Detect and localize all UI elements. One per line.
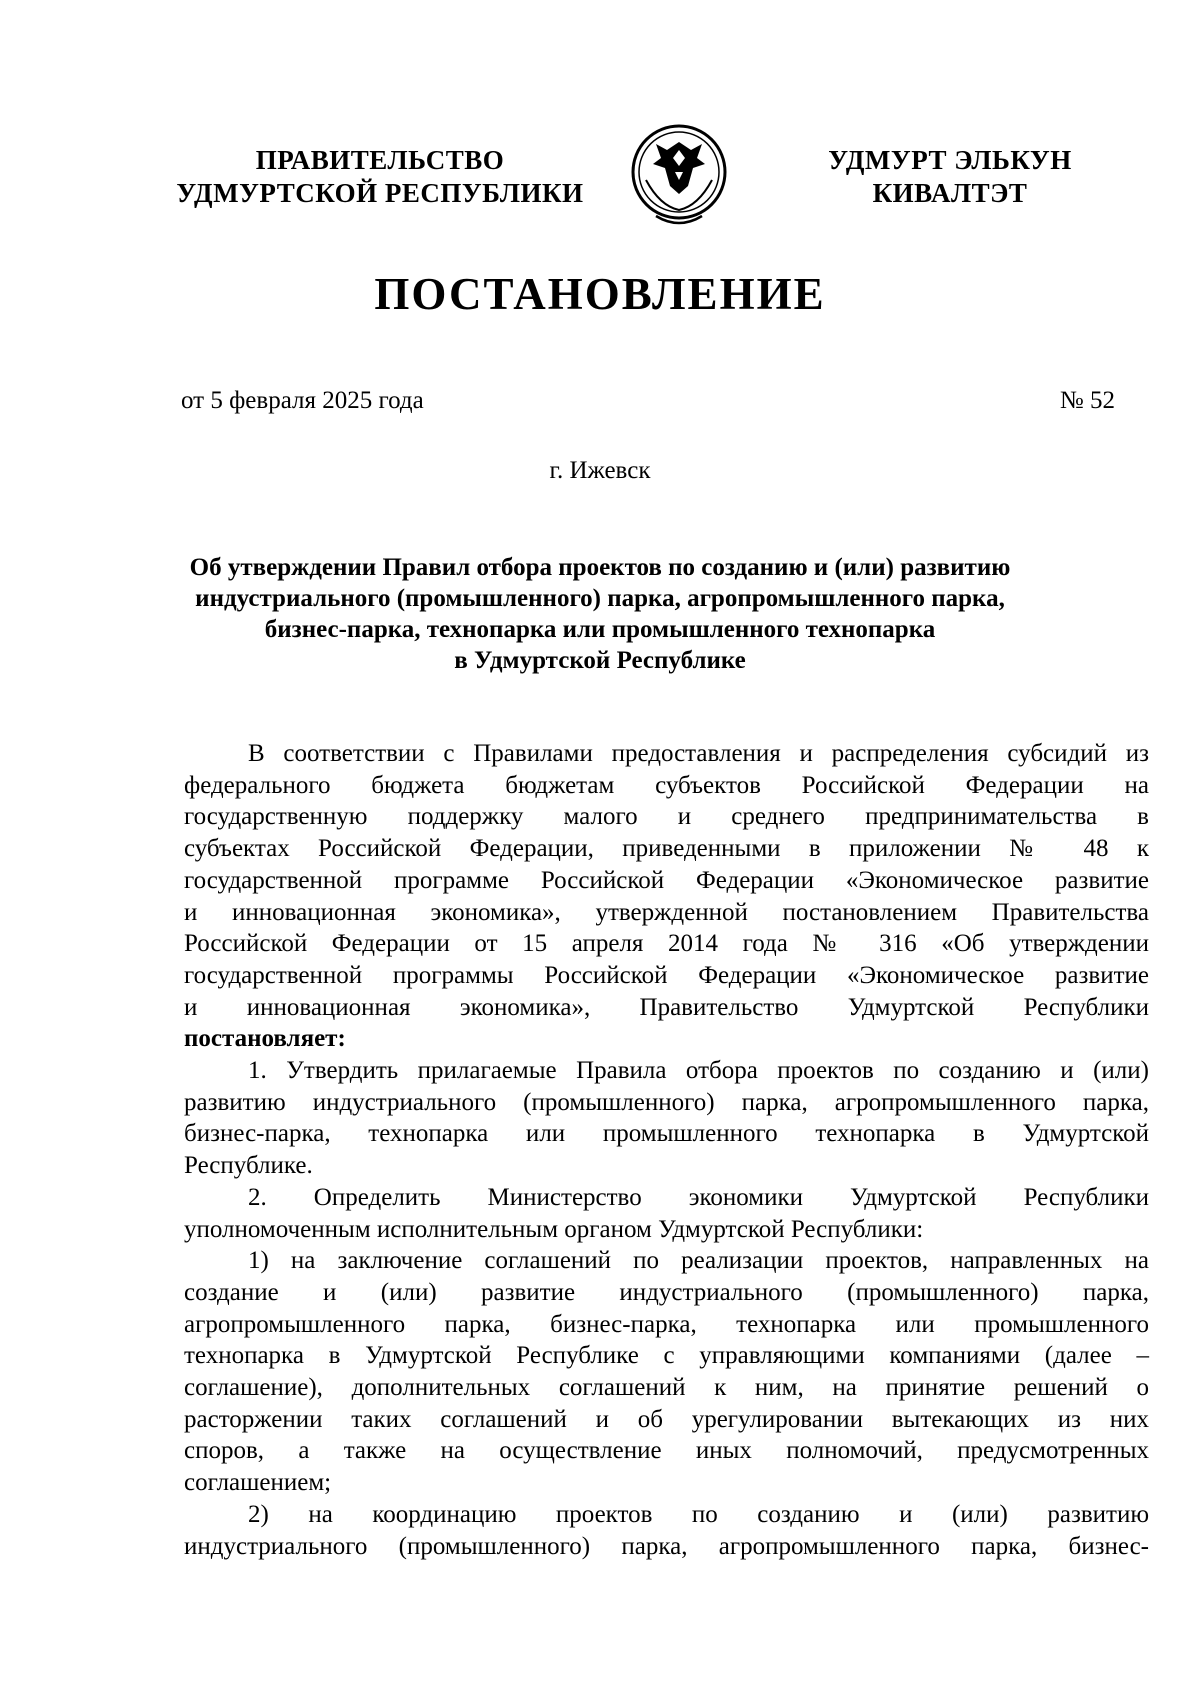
body-line: государственной программы Российской Федерации «Экономическое развитие [184, 961, 1149, 989]
body-line: расторжении таких соглашений и об урегулировании вытекающих из них [184, 1405, 1149, 1433]
body-line: государственную поддержку малого и среднего предпринимательства в [184, 803, 1149, 831]
government-name-udmurt [790, 144, 1110, 210]
document-title [150, 552, 1050, 676]
body-line-resolves: постановляет: [184, 1025, 346, 1053]
header-left-line: УДМУРТСКОЙ РЕСПУБЛИКИ [176, 178, 584, 208]
document-number: № 52 [1059, 387, 1115, 414]
body-line: индустриального (промышленного) парка, агропромышленного парка, бизнес- [184, 1532, 1149, 1560]
body-line: бизнес-парка, технопарка или промышленного технопарка в Удмуртской [184, 1120, 1149, 1148]
body-line: споров, а также на осуществление иных полномочий, предусмотренных [184, 1437, 1149, 1465]
header-right-line: УДМУРТ ЭЛЬКУН [828, 145, 1072, 175]
body-line: соглашение), дополнительных соглашений к ним, на принятие решений о [184, 1374, 1149, 1402]
title-line: индустриального (промышленного) парка, агропромышленного парка, [195, 585, 1005, 612]
body-line: государственной программе Российской Федерации «Экономическое развитие [184, 866, 1149, 894]
body-line: создание и (или) развитие индустриального (промышленного) парка, [184, 1278, 1149, 1306]
body-line: федерального бюджета бюджетам субъектов Российской Федерации на [184, 771, 1149, 799]
body-line: и инновационная экономика», утвержденной постановлением Правительства [184, 898, 1149, 926]
document-type-heading: ПОСТАНОВЛЕНИЕ [374, 269, 826, 319]
body-line: 1) на заключение соглашений по реализации проектов, направленных на [248, 1247, 1149, 1275]
body-line: Российской Федерации от 15 апреля 2014 года № 316 «Об утверждении [184, 930, 1149, 958]
body-line: агропромышленного парка, бизнес-парка, технопарка или промышленного [184, 1310, 1149, 1338]
header-right-line: КИВАЛТЭТ [872, 178, 1028, 208]
title-line: Об утверждении Правил отбора проектов по созданию и (или) развитию [189, 554, 1011, 581]
body-line: и инновационная экономика», Правительство Удмуртской Республики [184, 993, 1149, 1021]
body-line: 1. Утвердить прилагаемые Правила отбора проектов по созданию и (или) [248, 1057, 1149, 1085]
document-body [184, 738, 1149, 1562]
body-line: 2) на координацию проектов по созданию и (или) развитию [248, 1500, 1149, 1528]
title-line: бизнес-парка, технопарка или промышленного технопарка [264, 616, 936, 643]
document-date: от 5 февраля 2025 года [181, 387, 424, 414]
title-line: в Удмуртской Республике [454, 647, 746, 674]
body-line: технопарка в Удмуртской Республике с управляющими компаниями (далее – [184, 1342, 1149, 1370]
body-line: развитию индустриального (промышленного) парка, агропромышленного парка, [184, 1088, 1149, 1116]
body-line: Республике. [184, 1152, 313, 1180]
document-city: г. Ижевск [549, 457, 651, 484]
body-line: соглашением; [184, 1469, 332, 1497]
body-line: 2. Определить Министерство экономики Удмуртской Республики [248, 1183, 1149, 1211]
body-line: субъектах Российской Федерации, приведенными в приложении № 48 к [184, 835, 1149, 863]
government-name-russian [150, 144, 610, 210]
body-line: уполномоченным исполнительным органом Удмуртской Республики: [184, 1215, 924, 1243]
header-left-line: ПРАВИТЕЛЬСТВО [255, 145, 505, 175]
udmurt-coat-of-arms-icon [620, 120, 738, 232]
body-line: В соответствии с Правилами предоставления и распределения субсидий из [248, 740, 1149, 767]
